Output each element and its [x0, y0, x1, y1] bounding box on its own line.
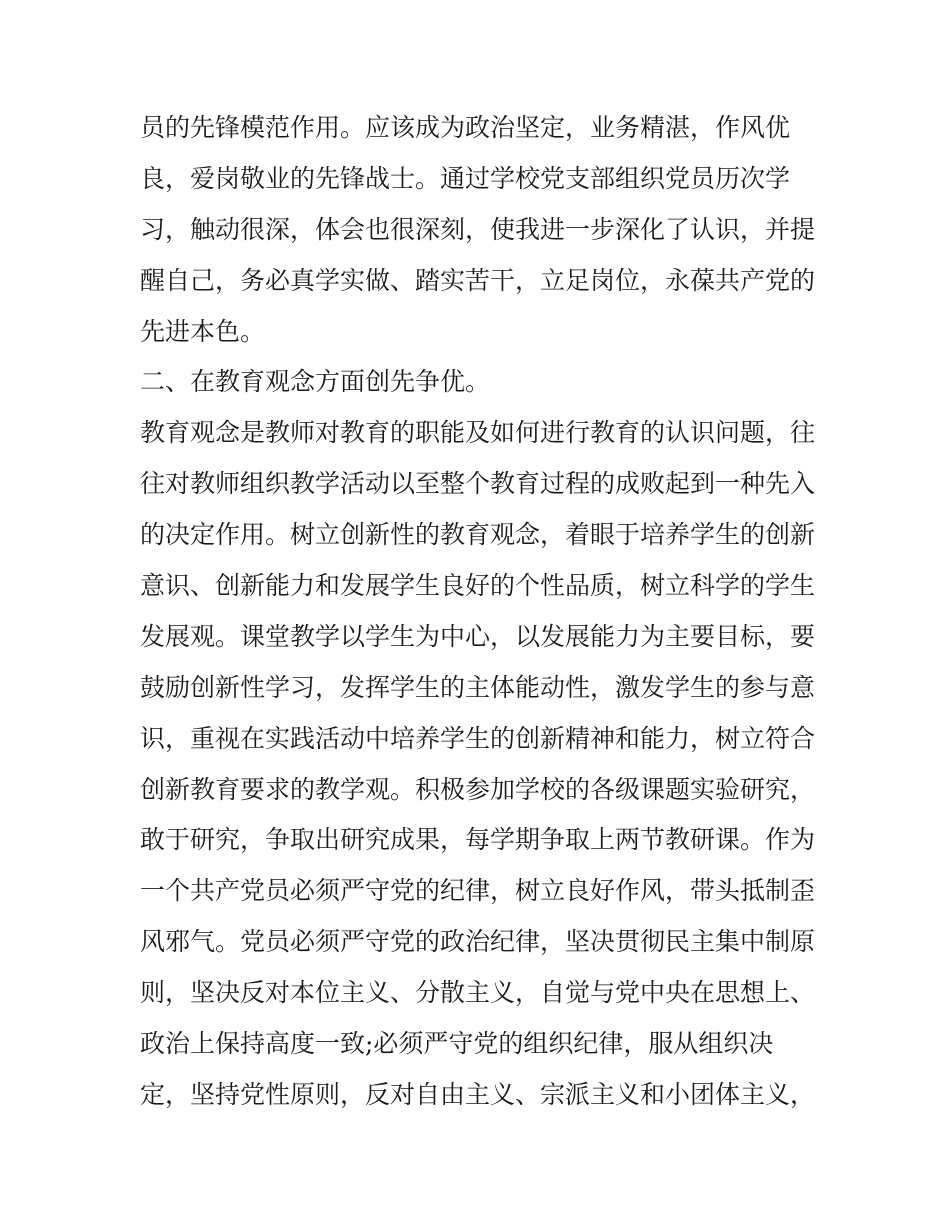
- text-line: 意识、创新能力和发展学生良好的个性品质，树立科学的学生: [140, 571, 816, 601]
- text-line: 的决定作用。树立创新性的教育观念，着眼于培养学生的创新: [140, 520, 816, 550]
- text-line: 创新教育要求的教学观。积极参加学校的各级课题实验研究，: [140, 774, 816, 804]
- text-line: 敢于研究，争取出研究成果，每学期争取上两节教研课。作为: [140, 825, 816, 855]
- text-line: 先进本色。: [140, 316, 266, 346]
- text-line: 鼓励创新性学习，发挥学生的主体能动性，激发学生的参与意: [140, 672, 816, 702]
- text-line: 习，触动很深，体会也很深刻，使我进一步深化了认识，并提: [140, 214, 816, 244]
- text-line: 则，坚决反对本位主义、分散主义，自觉与党中央在思想上、: [140, 978, 816, 1008]
- text-line: 往对教师组织教学活动以至整个教育过程的成败起到一种先入: [140, 469, 816, 499]
- text-line: 一个共产党员必须严守党的纪律，树立良好作风，带头抵制歪: [140, 876, 816, 906]
- text-line: 发展观。课堂教学以学生为中心，以发展能力为主要目标，要: [140, 621, 816, 651]
- text-line: 醒自己，务必真学实做、踏实苦干，立足岗位，永葆共产党的: [140, 265, 816, 295]
- text-line: 良，爱岗敬业的先锋战士。通过学校党支部组织党员历次学: [140, 163, 791, 193]
- text-line: 定，坚持党性原则，反对自由主义、宗派主义和小团体主义，: [140, 1079, 816, 1109]
- text-line: 教育观念是教师对教育的职能及如何进行教育的认识问题，往: [140, 418, 816, 448]
- text-line: 风邪气。党员必须严守党的政治纪律，坚决贯彻民主集中制原: [140, 927, 816, 957]
- text-line: 政治上保持高度一致;必须严守党的组织纪律，服从组织决: [140, 1029, 774, 1059]
- text-line: 员的先锋模范作用。应该成为政治坚定，业务精湛，作风优: [140, 113, 791, 142]
- section-heading: 二、在教育观念方面创先争优。: [140, 367, 491, 397]
- body-text: [140, 103, 820, 1121]
- text-line: 识，重视在实践活动中培养学生的创新精神和能力，树立符合: [140, 723, 816, 753]
